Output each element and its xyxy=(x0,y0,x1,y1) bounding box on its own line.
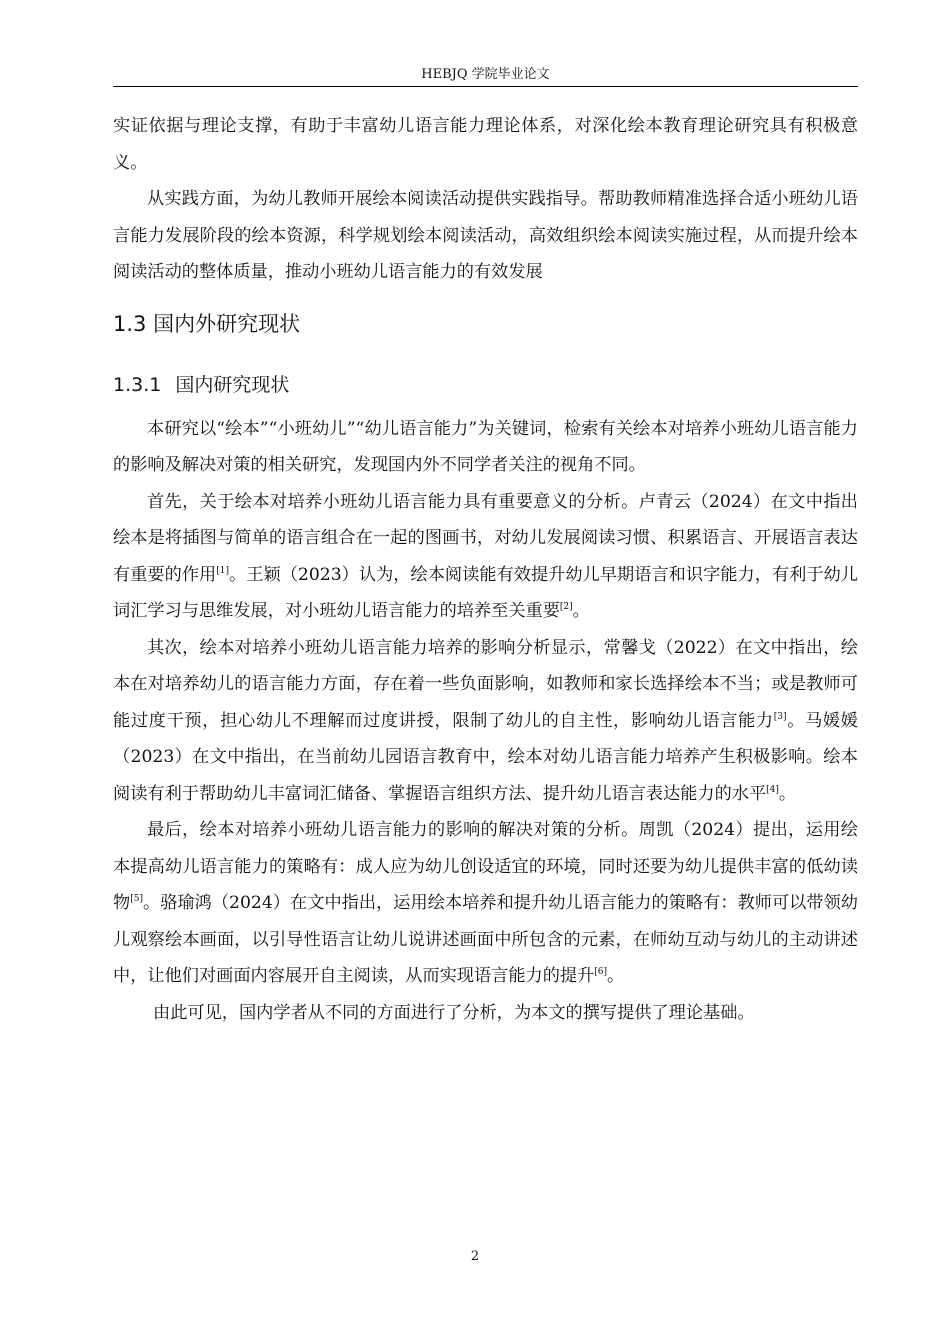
first-paragraph xyxy=(113,484,858,630)
section-heading-1-3-1 xyxy=(113,369,858,401)
citation-2: [2] xyxy=(559,602,573,612)
section-heading-1-3: 1.3 国内外研究现状 xyxy=(113,311,301,336)
text-segment: 。 xyxy=(607,966,625,986)
citation-4: [4] xyxy=(766,784,779,795)
intro-paragraph: 本研究以“绘本”“小班幼儿”“幼儿语言能力”为关键词，检索有关绘本对培养小班幼儿语言能力的影响及解决对策的相关研究，发现国内外不同学者关注的视角不同。 xyxy=(113,418,858,475)
text-segment: 。马媛媛（2023）在文中指出，在当前幼儿园语言教育中，绘本对幼儿语言能力培养产生积极影响。绘本阅读有利于帮助幼儿丰富词汇储备、掌握语言组织方法、提升幼儿语言表达能力的水平 xyxy=(113,710,858,804)
page-number: 2 xyxy=(470,1249,480,1264)
page-header: HEBJQ 学院毕业论文 xyxy=(421,67,550,82)
citation-1: [1] xyxy=(216,565,230,576)
second-paragraph xyxy=(113,630,858,813)
page-body xyxy=(113,108,858,1031)
section-number: 1.3.1 xyxy=(113,373,162,396)
text-segment: 其次，绘本对培养小班幼儿语言能力培养的影响分析显示，常馨戈（2022）在文中指出，绘本在对培养幼儿的语言能力方面，存在着一些负面影响，如教师和家长选择绘本不当；或是教师可能过度干预，担心幼儿不理解而过度讲授，限制了幼儿的自主性，影响幼儿语言能力 xyxy=(113,637,858,731)
citation-3: [3] xyxy=(773,711,787,722)
text-segment: 首先，关于绘本对培养小班幼儿语言能力具有重要意义的分析。卢青云（2024）在文中指出绘本是将插图与简单的语言组合在一起的图画书，对幼儿发展阅读习惯、积累语言、开展语言表达有重要的作用 xyxy=(113,491,858,585)
last-paragraph xyxy=(113,812,858,995)
citation-6: [6] xyxy=(594,967,608,977)
section-title: 国内研究现状 xyxy=(175,373,290,396)
text-segment: 。王颖（2023）认为，绘本阅读能有效提升幼儿早期语言和识字能力，有利于幼儿词汇学习与思维发展，对小班幼儿语言能力的培养至关重要 xyxy=(113,564,858,621)
header-rule xyxy=(113,86,858,87)
practice-paragraph: 从实践方面，为幼儿教师开展绘本阅读活动提供实践指导。帮助教师精准选择合适小班幼儿语言能力发展阶段的绘本资源，科学规划绘本阅读活动，高效组织绘本阅读实施过程，从而提升绘本阅读活动的整体质量，推动小班幼儿语言能力的有效发展 xyxy=(113,189,858,282)
citation-5: [5] xyxy=(130,894,143,904)
text-segment: 。 xyxy=(572,601,590,621)
text-segment: 最后，绘本对培养小班幼儿语言能力的影响的解决对策的分析。周凯（2024）提出，运用绘本提高幼儿语言能力的策略有：成人应为幼儿创设适宜的环境，同时还要为幼儿提供丰富的低幼读物 xyxy=(113,820,858,913)
text-segment: 。 xyxy=(778,783,797,804)
conclusion-paragraph: 由此可见，国内学者从不同的方面进行了分析，为本文的撰写提供了理论基础。 xyxy=(153,1002,755,1023)
continuation-paragraph: 实证依据与理论支撑，有助于丰富幼儿语言能力理论体系，对深化绘本教育理论研究具有积极意义。 xyxy=(113,116,858,173)
text-segment: 。骆瑜鸿（2024）在文中指出，运用绘本培养和提升幼儿语言能力的策略有：教师可以带领幼儿观察绘本画面，以引导性语言让幼儿说讲述画面中所包含的元素，在师幼互动与幼儿的主动讲述中，让他们对画面内容展开自主阅读，从而实现语言能力的提升 xyxy=(113,893,858,986)
